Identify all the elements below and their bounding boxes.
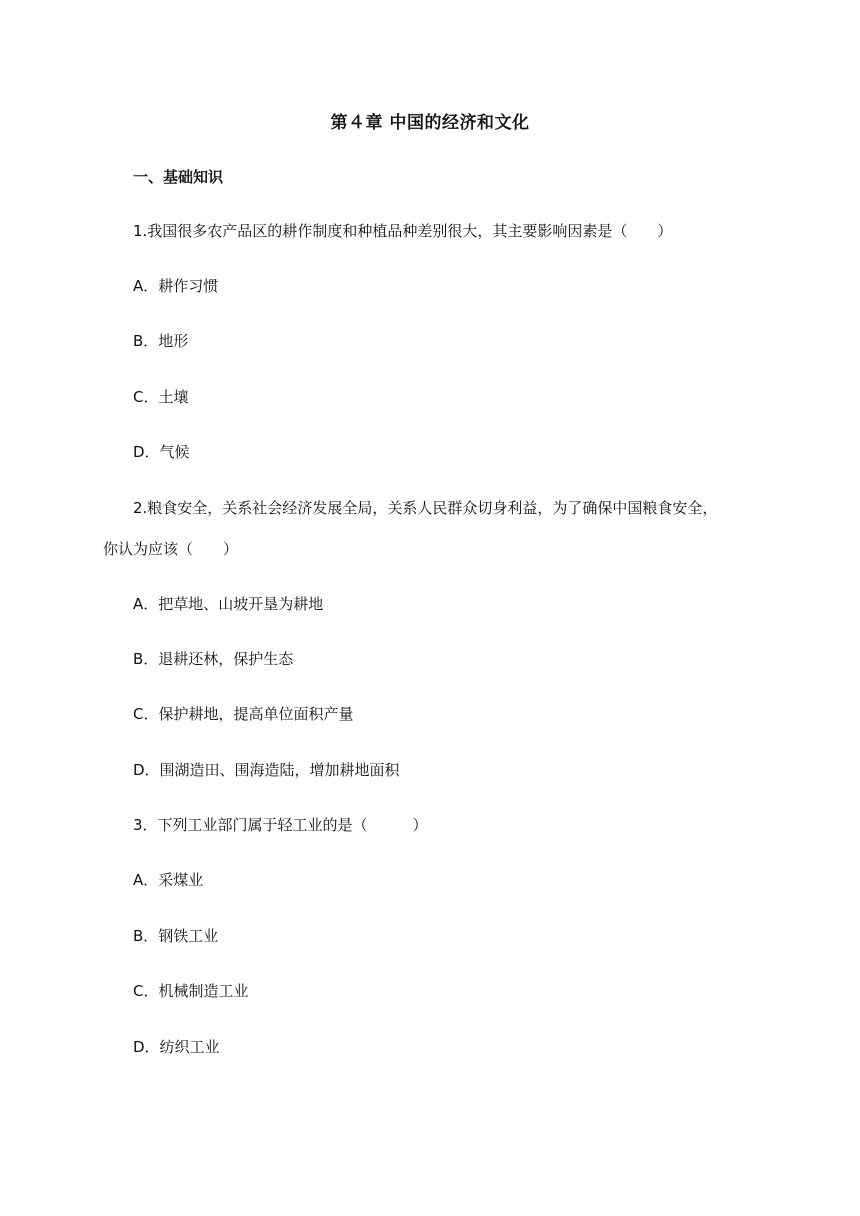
question-1-option-c: C．土壤 — [133, 388, 189, 406]
question-3-option-b: B．钢铁工业 — [133, 927, 219, 945]
page-title: 第４章 中国的经济和文化 — [330, 113, 530, 133]
question-1-option-d: D．气候 — [133, 443, 190, 461]
question-1-option-a: A．耕作习惯 — [133, 277, 219, 295]
question-3-stem: 3．下列工业部门属于轻工业的是（ ） — [133, 816, 428, 834]
question-1-stem: 1.我国很多农产品区的耕作制度和种植品种差别很大，其主要影响因素是（ ） — [133, 222, 673, 240]
question-3-option-c: C．机械制造工业 — [133, 982, 249, 1000]
question-3-option-a: A．采煤业 — [133, 871, 204, 889]
question-2-option-a: A．把草地、山坡开垦为耕地 — [133, 595, 324, 613]
section-heading: 一、基础知识 — [133, 168, 224, 186]
question-2-stem-line-2: 你认为应该（ ） — [103, 540, 239, 558]
question-2-option-d: D．围湖造田、围海造陆，增加耕地面积 — [133, 761, 400, 779]
question-2-option-c: C．保护耕地，提高单位面积产量 — [133, 705, 354, 723]
question-2-option-b: B．退耕还林，保护生态 — [133, 650, 294, 668]
question-2-stem-line-1: 2.粮食安全，关系社会经济发展全局，关系人民群众切身利益，为了确保中国粮食安全， — [133, 499, 718, 517]
question-3-option-d: D．纺织工业 — [133, 1038, 220, 1056]
question-1-option-b: B．地形 — [133, 332, 189, 350]
